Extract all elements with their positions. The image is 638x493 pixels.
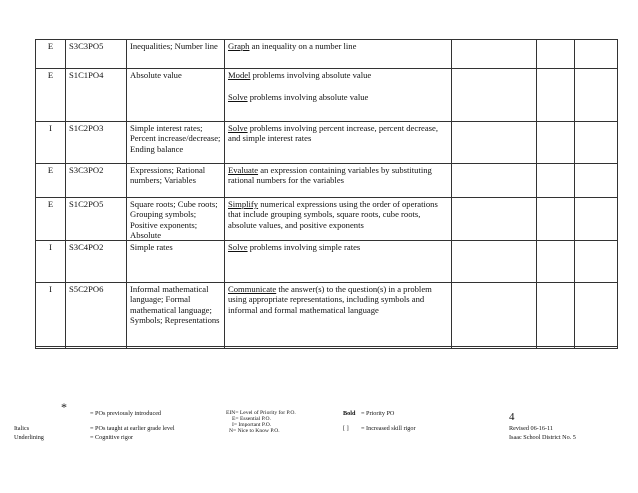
objective-cell bbox=[225, 241, 452, 283]
legend-italics-label: Italics bbox=[14, 425, 30, 432]
objective-verb: Model bbox=[228, 70, 251, 80]
empty-cell bbox=[537, 241, 575, 283]
legend-bold-desc: = Priority PO bbox=[361, 410, 395, 417]
objective-text bbox=[228, 123, 438, 143]
empty-cell bbox=[452, 198, 537, 241]
empty-cell bbox=[575, 241, 618, 283]
curriculum-table bbox=[35, 39, 618, 349]
po-code-cell: S3C4PO2 bbox=[66, 241, 127, 283]
objective-verb: Solve bbox=[228, 123, 248, 133]
legend-bold-label: Bold bbox=[343, 410, 356, 417]
revised-date: Revised 06-16-11 bbox=[509, 425, 553, 432]
objective-rest: problems involving absolute value bbox=[247, 92, 369, 103]
empty-cell bbox=[537, 69, 575, 122]
ein-cell: E bbox=[36, 198, 66, 241]
table-row bbox=[36, 241, 618, 283]
objective-cell bbox=[225, 198, 452, 241]
po-code-cell: S1C1PO4 bbox=[66, 69, 127, 122]
legend-brackets-desc: = Increased skill rigor bbox=[361, 425, 416, 432]
empty-cell bbox=[575, 198, 618, 241]
objective-rest: problems involving percent increase, percent decrease, and simple interest rates bbox=[228, 123, 438, 144]
empty-cell bbox=[452, 241, 537, 283]
empty-cell bbox=[452, 283, 537, 347]
objective-text bbox=[228, 242, 360, 252]
topic-cell: Inequalities; Number line bbox=[127, 40, 225, 69]
topic-cell: Square roots; Cube roots; Grouping symbols; Positive exponents; Absolute bbox=[127, 198, 225, 241]
objective-text bbox=[228, 284, 432, 315]
objective-verb: Communicate bbox=[228, 284, 277, 295]
objective-cell bbox=[225, 40, 452, 69]
empty-cell bbox=[575, 164, 618, 198]
empty-cell bbox=[537, 122, 575, 164]
empty-cell bbox=[36, 347, 66, 349]
empty-cell bbox=[66, 347, 127, 349]
legend-ein-2: E= Essential P.O. bbox=[232, 416, 271, 422]
empty-cell bbox=[537, 347, 575, 349]
topic-cell: Simple rates bbox=[127, 241, 225, 283]
topic-cell: Informal mathematical language; Formal mathematical language; Symbols; Representations bbox=[127, 283, 225, 347]
empty-cell bbox=[452, 164, 537, 198]
empty-cell bbox=[537, 164, 575, 198]
objective-rest: an expression containing variables by substituting rational numbers for the variables bbox=[228, 165, 432, 186]
objective-cell bbox=[225, 122, 452, 164]
topic-cell: Expressions; Rational numbers; Variables bbox=[127, 164, 225, 198]
legend-underlining-label: Underlining bbox=[14, 434, 44, 441]
ein-cell: E bbox=[36, 69, 66, 122]
empty-cell bbox=[537, 283, 575, 347]
legend-italics-desc: = POs taught at earlier grade level bbox=[90, 425, 175, 432]
objective-cell bbox=[225, 69, 452, 122]
table-row bbox=[36, 164, 618, 198]
empty-cell bbox=[575, 69, 618, 122]
district-name: Isaac School District No. 5 bbox=[509, 434, 576, 441]
topic-cell: Absolute value bbox=[127, 69, 225, 122]
po-code-cell: S1C2PO3 bbox=[66, 122, 127, 164]
ein-cell: I bbox=[36, 122, 66, 164]
objective-rest: numerical expressions using the order of operations that include grouping symbols, square roots, cube roots, absolute values, and positive exponents bbox=[228, 199, 438, 230]
objective-rest: the answer(s) to the question(s) in a problem using appropriate representations, including symbols and informal and formal mathematical language bbox=[228, 284, 432, 315]
ein-cell: I bbox=[36, 241, 66, 283]
po-code-cell: S5C2PO6 bbox=[66, 283, 127, 347]
topic-cell: Simple interest rates; Percent increase/decrease; Ending balance bbox=[127, 122, 225, 164]
table-row bbox=[36, 40, 618, 69]
objective-rest: problems involving simple rates bbox=[247, 242, 361, 253]
legend-previously: = POs previously introduced bbox=[90, 410, 162, 417]
legend-ein-1: EIN= Level of Priority for P.O. bbox=[226, 410, 296, 416]
table-row bbox=[36, 69, 618, 122]
empty-cell bbox=[537, 40, 575, 69]
table-row-empty bbox=[36, 347, 618, 349]
legend-brackets-label: [ ] bbox=[343, 425, 349, 432]
objective-cell bbox=[225, 283, 452, 347]
po-code-cell: S1C2PO5 bbox=[66, 198, 127, 241]
objective-verb: Solve bbox=[228, 92, 248, 103]
objective-text bbox=[228, 199, 438, 230]
objective-text bbox=[228, 70, 371, 80]
empty-cell bbox=[452, 347, 537, 349]
objective-text bbox=[228, 92, 368, 102]
table-row bbox=[36, 283, 618, 347]
page-number: 4 bbox=[509, 411, 515, 423]
legend-underlining-desc: = Cognitive rigor bbox=[90, 434, 134, 441]
empty-cell bbox=[127, 347, 225, 349]
empty-cell bbox=[537, 198, 575, 241]
objective-verb: Simplify bbox=[228, 199, 259, 209]
objective-gap bbox=[228, 80, 448, 92]
empty-cell bbox=[452, 122, 537, 164]
objective-rest: problems involving absolute value bbox=[250, 70, 372, 80]
objective-cell bbox=[225, 164, 452, 198]
empty-cell bbox=[575, 122, 618, 164]
ein-cell: I bbox=[36, 283, 66, 347]
ein-cell: E bbox=[36, 164, 66, 198]
objective-verb: Graph bbox=[228, 41, 250, 51]
empty-cell bbox=[575, 347, 618, 349]
empty-cell bbox=[225, 347, 452, 349]
legend-ein-3: I= Important P.O. bbox=[232, 422, 272, 428]
objective-text bbox=[228, 165, 432, 185]
table-row bbox=[36, 122, 618, 164]
legend-star: * bbox=[61, 400, 67, 414]
empty-cell bbox=[452, 69, 537, 122]
po-code-cell: S3C3PO5 bbox=[66, 40, 127, 69]
table-row bbox=[36, 198, 618, 241]
objective-rest: an inequality on a number line bbox=[249, 41, 357, 51]
empty-cell bbox=[452, 40, 537, 69]
legend-ein-4: N= Nice to Know P.O. bbox=[229, 428, 280, 434]
empty-cell bbox=[575, 283, 618, 347]
po-code-cell: S3C3PO2 bbox=[66, 164, 127, 198]
objective-verb: Evaluate bbox=[228, 165, 259, 175]
empty-cell bbox=[575, 40, 618, 69]
ein-cell: E bbox=[36, 40, 66, 69]
objective-text bbox=[228, 41, 356, 51]
objective-verb: Solve bbox=[228, 242, 248, 253]
